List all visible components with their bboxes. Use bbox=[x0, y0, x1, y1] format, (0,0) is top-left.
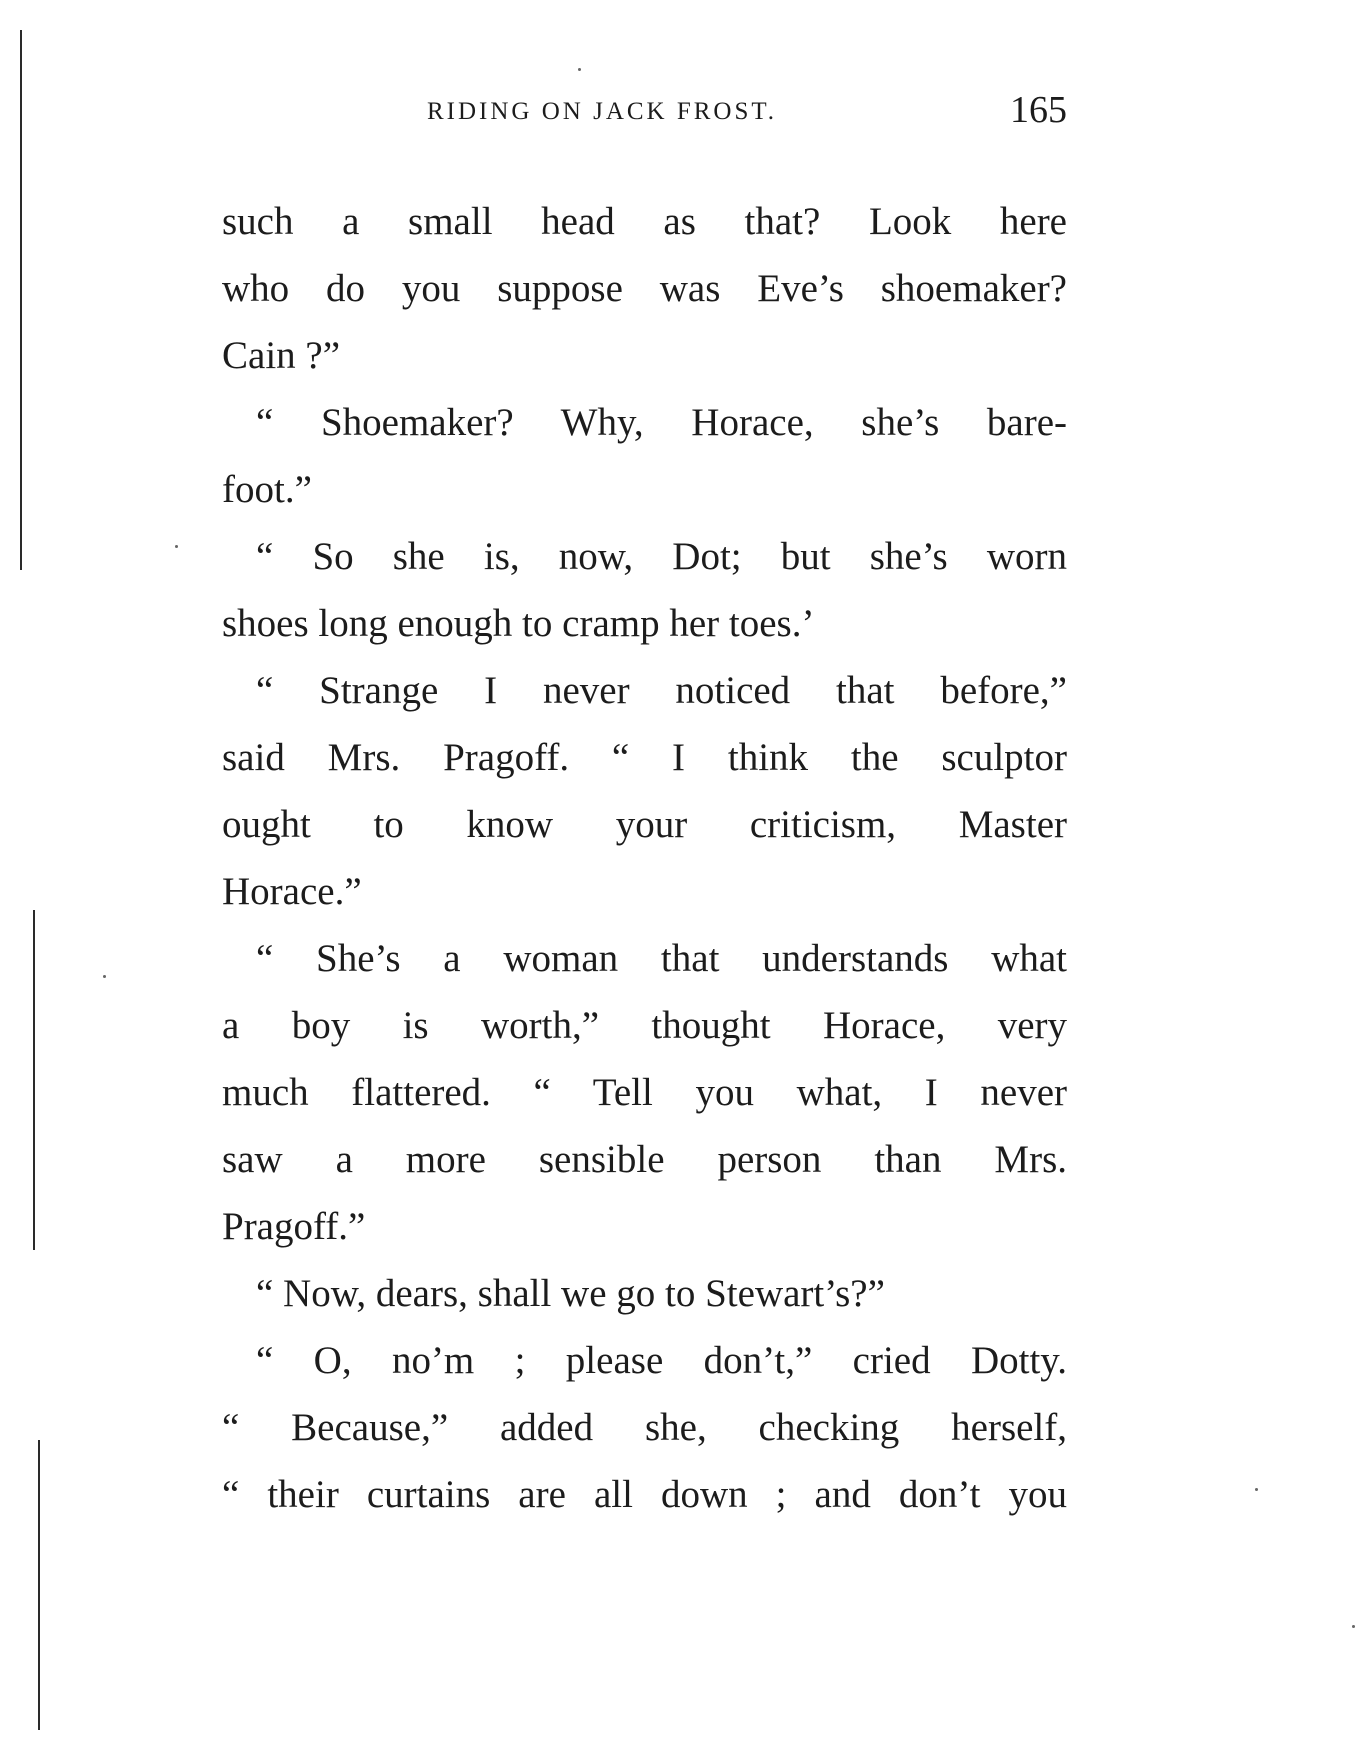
text-line: said Mrs. Pragoff. “ I think the sculptor bbox=[222, 736, 1067, 779]
page-number: 165 bbox=[1010, 89, 1067, 131]
text-line: Horace.” bbox=[222, 870, 362, 913]
text-line: ought to know your criticism, Master bbox=[222, 803, 1067, 846]
body-text bbox=[222, 188, 1067, 1528]
text-line: Cain ?” bbox=[222, 334, 341, 377]
speck bbox=[103, 975, 106, 978]
speck bbox=[175, 545, 178, 548]
text-line: “ Now, dears, shall we go to Stewart’s?” bbox=[256, 1272, 885, 1315]
speck bbox=[578, 68, 581, 71]
text-line: “ O, no’m ; please don’t,” cried Dotty. bbox=[256, 1339, 1067, 1382]
text-line: “ Strange I never noticed that before,” bbox=[256, 669, 1067, 712]
scan-edge-line bbox=[20, 30, 22, 570]
text-line: such a small head as that? Look here bbox=[222, 200, 1067, 243]
text-line: “ So she is, now, Dot; but she’s worn bbox=[256, 535, 1067, 578]
text-line: “ their curtains are all down ; and don’t you bbox=[222, 1473, 1067, 1516]
speck bbox=[1255, 1488, 1258, 1491]
text-line: a boy is worth,” thought Horace, very bbox=[222, 1004, 1067, 1047]
speck bbox=[1352, 1625, 1355, 1628]
text-line: shoes long enough to cramp her toes.’ bbox=[222, 602, 815, 645]
text-line: “ She’s a woman that understands what bbox=[256, 937, 1067, 980]
text-line: Pragoff.” bbox=[222, 1205, 366, 1248]
text-line: “ Shoemaker? Why, Horace, she’s bare- bbox=[256, 401, 1067, 444]
text-line: much flattered. “ Tell you what, I never bbox=[222, 1071, 1067, 1114]
text-line: who do you suppose was Eve’s shoemaker? bbox=[222, 267, 1067, 310]
running-head bbox=[222, 88, 1067, 138]
text-line: “ Because,” added she, checking herself, bbox=[222, 1406, 1067, 1449]
text-line: saw a more sensible person than Mrs. bbox=[222, 1138, 1067, 1181]
scan-edge-line bbox=[33, 910, 35, 1250]
running-title: RIDING ON JACK FROST. bbox=[427, 98, 778, 125]
text-line: foot.” bbox=[222, 468, 312, 511]
scan-edge-line bbox=[38, 1440, 40, 1730]
